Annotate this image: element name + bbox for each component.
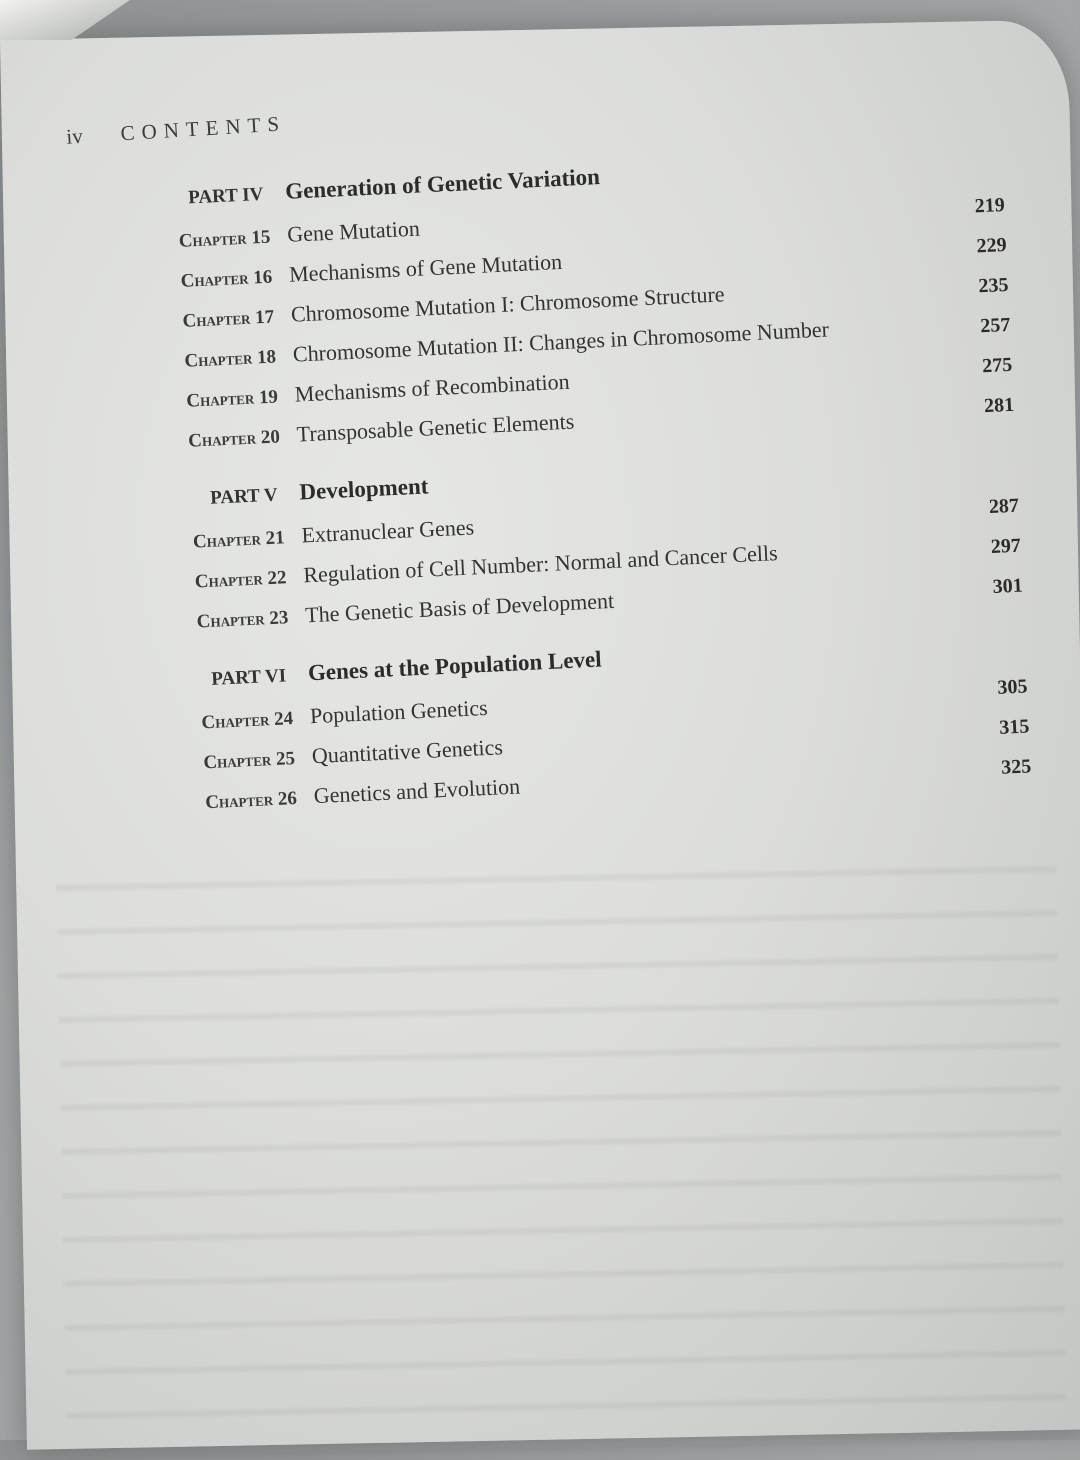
background-corner <box>0 0 130 40</box>
part-title: Genes at the Population Level <box>307 646 603 686</box>
chapter-page-number: 287 <box>988 494 1020 519</box>
chapter-title: Population Genetics <box>309 694 489 729</box>
chapter-label: Chapter 24 <box>201 708 294 734</box>
chapter-title: Quantitative Genetics <box>311 734 504 769</box>
chapter-label: Chapter 15 <box>178 226 271 252</box>
chapter-title: Regulation of Cell Number: Normal and Cancer Cells <box>302 540 779 588</box>
chapter-page-number: 275 <box>981 353 1013 378</box>
chapter-label: Chapter 17 <box>182 306 275 332</box>
chapter-title: Gene Mutation <box>286 215 421 247</box>
chapter-title: The Genetic Basis of Development <box>304 587 615 628</box>
chapter-title: Extranuclear Genes <box>300 514 475 548</box>
chapter-label: Chapter 16 <box>180 266 273 292</box>
chapter-title: Chromosome Mutation II: Changes in Chromosome Number <box>292 316 830 367</box>
chapter-title: Mechanisms of Recombination <box>294 368 571 407</box>
chapter-label: Chapter 19 <box>185 386 279 412</box>
chapter-label: Chapter 23 <box>196 607 289 633</box>
part-label: PART V <box>209 484 279 509</box>
chapter-page-number: 235 <box>977 273 1009 298</box>
chapter-label: Chapter 25 <box>202 748 296 774</box>
chapter-label: Chapter 18 <box>183 346 277 372</box>
chapter-page-number: 301 <box>992 574 1024 598</box>
part-title: Generation of Genetic Variation <box>284 164 601 204</box>
part-label: PART IV <box>187 183 264 209</box>
chapter-page-number: 281 <box>983 393 1015 418</box>
chapter-title: Mechanisms of Gene Mutation <box>288 248 563 287</box>
chapter-title: Genetics and Evolution <box>313 773 521 809</box>
chapter-page-number: 325 <box>1000 755 1032 779</box>
contents-heading: CONTENTS <box>119 111 287 146</box>
part-title: Development <box>298 473 429 505</box>
chapter-page-number: 297 <box>990 534 1022 559</box>
chapter-page-number: 257 <box>979 313 1011 338</box>
chapter-title: Transposable Genetic Elements <box>296 408 575 447</box>
book-page <box>0 19 1080 1449</box>
chapter-label: Chapter 22 <box>194 567 287 593</box>
table-of-contents <box>153 145 1032 829</box>
chapter-page-number: 229 <box>976 233 1008 258</box>
part-label: PART VI <box>210 665 287 690</box>
chapter-label: Chapter 20 <box>187 426 281 452</box>
bleed-through-text <box>56 840 1067 1459</box>
chapter-page-number: 219 <box>974 193 1006 218</box>
chapter-label: Chapter 21 <box>192 527 286 553</box>
chapter-page-number: 315 <box>998 715 1030 739</box>
chapter-page-number: 305 <box>996 675 1028 699</box>
chapter-title: Chromosome Mutation I: Chromosome Structure <box>290 281 726 327</box>
chapter-label: Chapter 26 <box>204 787 298 814</box>
page-folio: iv <box>65 123 84 149</box>
page-header <box>66 111 287 149</box>
